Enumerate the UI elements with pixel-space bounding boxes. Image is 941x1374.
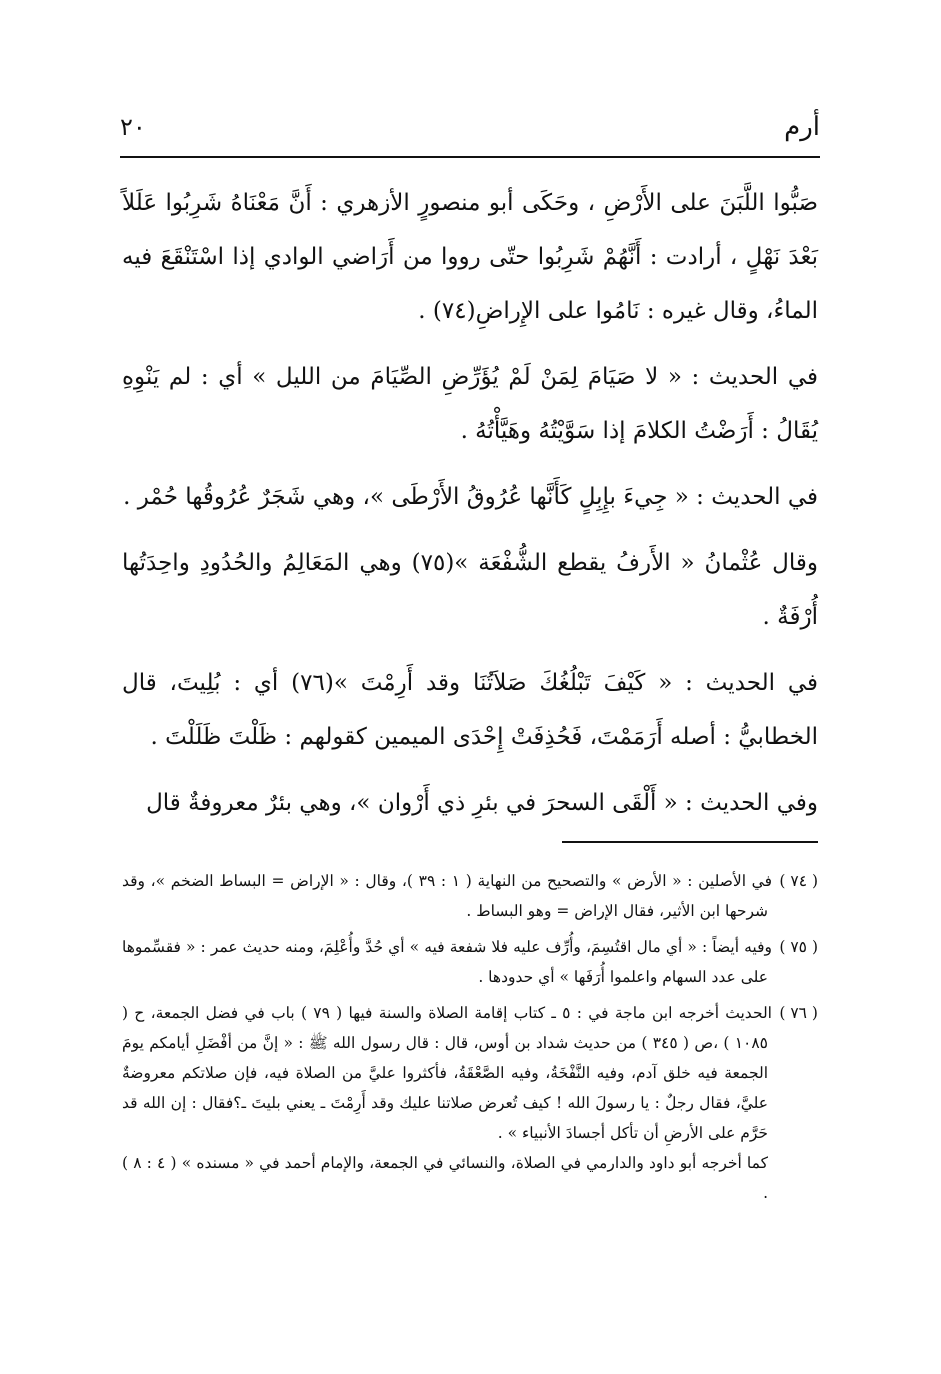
paragraph: صَبُّوا اللَّبَنَ على الأَرْضِ ، وحَكَى أبو منصورٍ الأزهري : أَنَّ مَعْنَاهُ شَرِبُوا عَلَلاً بَعْدَ نَهْلٍ ، أرادت : أَنَّهُمْ شَرِبُوا حتّى رووا من أَرَاضي الوادي إذا اسْتَنْقَعَ فيه الماءُ، وقال غيره : نَامُوا على الإِراضِ(٧٤) . — [122, 190, 818, 324]
footnote-75 — [122, 932, 818, 992]
main-text — [122, 176, 818, 842]
footnote-74 — [122, 866, 818, 926]
paragraph: في الحديث : « جِيءَ بإِبِلٍ كَأَنَّها عُرُوقُ الأَرْطَى »، وهي شَجَرٌ عُرُوقُها حُمْر . — [123, 484, 818, 510]
footnote-number: ( ٧٤ ) — [779, 872, 819, 890]
running-head: أرم — [784, 112, 820, 142]
footnotes — [122, 866, 818, 1214]
page-number: ٢٠ — [120, 113, 146, 141]
paragraph: وفي الحديث : « أَلْقَى السحرَ في بئرِ ذي أَرْوان »، وهي بئرٌ معروفةٌ قال — [146, 790, 818, 816]
footnote-number: ( ٧٥ ) — [779, 938, 818, 956]
footnote-separator — [562, 841, 818, 843]
page-header — [120, 100, 820, 154]
footnote-text: الحديث أخرجه ابن ماجة في : ٥ ـ كتاب إقامة الصلاة والسنة فيها ( ٧٩ ) باب في فضل الجمعة، ح ( ١٠٨٥ ) ،ص ( ٣٤٥ ) من حديث شداد بن أوس، قال : قال رسول الله ﷺ : « إنَّ من أفْضَلِ أيامكم يومَ الجمعة فيه خلق آدم، وفيه النَّفْخَةُ، وفيه الصَّعْقَةُ، فأكثروا عليَّ من الصلاة فيه، فإن صلاتكم معروضةٌ عليَّ، فقال رجلٌ : يا رسولَ الله ! كيف تُعرض صلاتنا عليك وقد أَرِمْتَ ـ يعني بليتَ ـ؟فقال : إن الله قد حَرَّم على الأرضِ أن تأكل أجسادَ الأنبياء » . — [122, 1004, 772, 1142]
paragraph: في الحديث : « كَيْفَ تَبْلُغُكَ صَلاَتُنَا وقد أَرِمْتَ »(٧٦) أي : بُلِيتَ، قال الخطابيُّ : أصله أَرَمَمْتَ، فَحُذِفَتْ إِحْدَى الميمين كقولهم : ظَلْتَ ظَلَلْتَ . — [122, 670, 818, 750]
footnote-76 — [122, 998, 818, 1208]
paragraph: في الحديث : « لا صَيَامَ لِمَنْ لَمْ يُؤَرِّضِ الصِّيَامَ من الليل » أي : لم يَنْوِهِ يُقَالُ : أَرَضْتُ الكلامَ إذا سَوَّيْتُهُ وهَيَّأْتُهُ . — [122, 364, 818, 444]
footnote-text: وفيه أيضاً : « أي مال اقتُسِمَ، وأُرِّف عليه فلا شفعة فيه » أي حُدَّ وأُعْلِمَ، ومنه حديث عمر : « فقسِّموها على عدد السهام واعلموا أُرَفَها » أي حدودها . — [122, 938, 772, 986]
paragraph: وقال عُثْمانُ « الأَرفُ يقطع الشُّفْعَة »(٧٥) وهي المَعَالِمُ والحُدُودِ واحِدَتُها أُرْفَةٌ . — [122, 550, 819, 630]
footnote-text: في الأصلين : « الأرض » والتصحيح من النهاية ( ١ : ٣٩ )، وقال : « الإراض = البساط الضخم »، وقد شرحها ابن الأثير، فقال الإراض = وهو البساط . — [122, 872, 773, 920]
footnote-number: ( ٧٦ ) — [779, 1004, 818, 1022]
footnote-text-continuation: كما أخرجه أبو داود والدارمي في الصلاة، والنسائي في الجمعة، والإمام أحمد في « مسنده » ( ٤ : ٨ ) . — [122, 1154, 768, 1202]
header-rule — [120, 156, 820, 158]
